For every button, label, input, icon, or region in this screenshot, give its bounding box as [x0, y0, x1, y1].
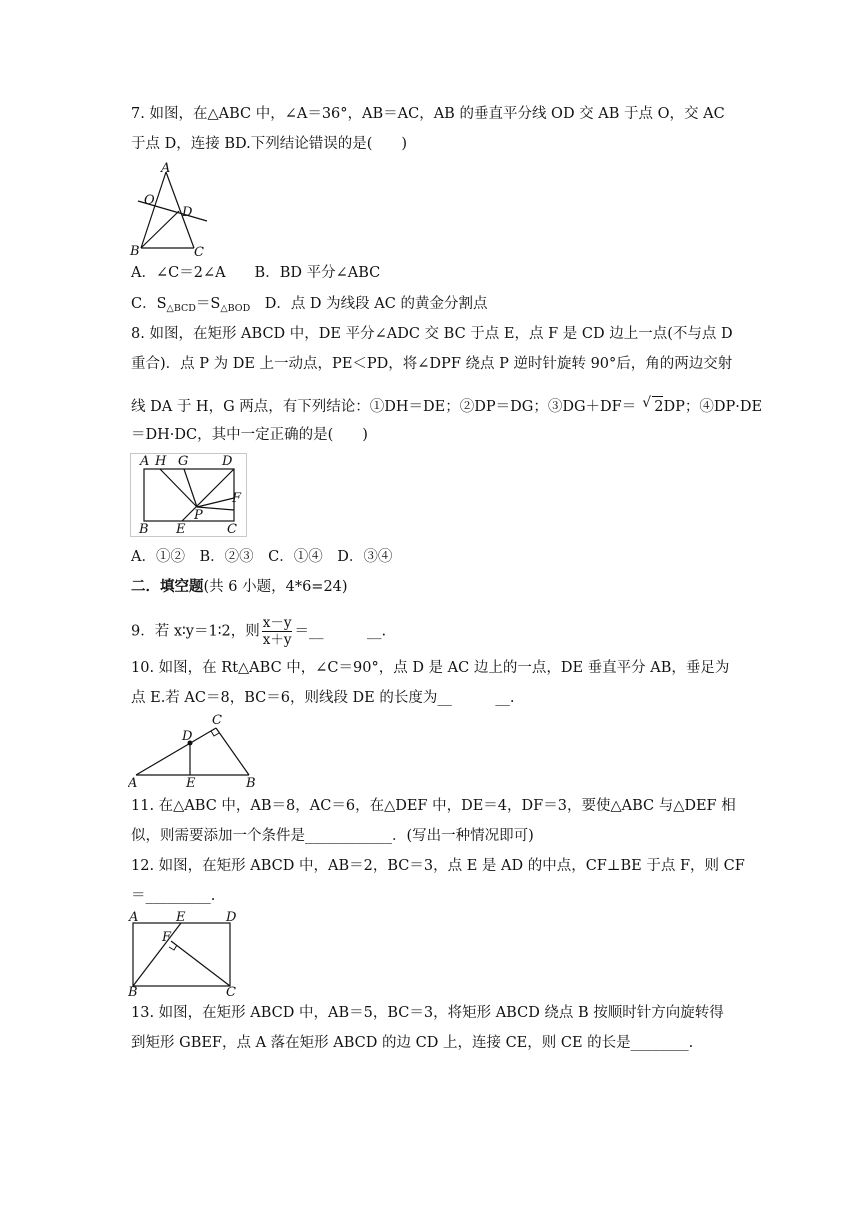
q7-optc-prefix: C．S [131, 296, 167, 312]
q7-label-d: D [182, 205, 193, 220]
q10-label-a: A [128, 776, 138, 790]
q7-label-a: A [161, 161, 171, 176]
q8-label-e: E [176, 522, 186, 537]
q7-optc-sub2: △BOD [220, 303, 251, 314]
q10-label-e: E [186, 776, 196, 790]
q7-line-1: 7. 如图，在△ABC 中，∠A＝36°，AB＝AC，AB 的垂直平分线 OD 交 AB 于点 O，交 AC [131, 106, 725, 122]
q8-options: A．①② B．②③ C．①④ D．③④ [131, 549, 393, 565]
q8-label-b: B [139, 522, 149, 537]
q8-label-f: F [232, 491, 242, 506]
q11-line-1: 11. 在△ABC 中，AB＝8，AC＝6，在△DEF 中，DE＝4，DF＝3，要使△ABC 与△DEF 相 [131, 798, 736, 814]
q13-line-1: 13. 如图，在矩形 ABCD 中，AB＝5，BC＝3，将矩形 ABCD 绕点 B 按顺时针方向旋转得 [131, 1005, 724, 1021]
q8-label-h: H [155, 454, 167, 469]
q8-label-g: G [178, 454, 189, 469]
q12-label-c: C [226, 985, 236, 996]
q12-line-1: 12. 如图，在矩形 ABCD 中，AB＝2，BC＝3，点 E 是 AD 的中点，CF⊥BE 于点 F，则 CF [131, 858, 745, 874]
q8-line-3-suffix: DP；④DP·DE [663, 399, 763, 415]
q12-rectangle-figure [128, 910, 243, 996]
q12-line-2: ＝_________. [131, 888, 216, 904]
q9-denominator: x＋y [262, 632, 292, 648]
q13-line-2: 到矩形 GBEF，点 A 落在矩形 ABCD 的边 CD 上，连接 CE，则 CE 的长是________. [131, 1035, 694, 1051]
q8-line-1: 8. 如图，在矩形 ABCD 中，DE 平分∠ADC 交 BC 于点 E，点 F 是 CD 边上一点(不与点 D [131, 326, 733, 342]
q7-line-2: 于点 D，连接 BD.下列结论错误的是( ) [131, 136, 408, 152]
q8-sqrt: √ 2 [652, 396, 663, 417]
q10-line-1: 10. 如图，在 Rt△ABC 中，∠C＝90°，点 D 是 AC 边上的一点，DE 垂直平分 AB，垂足为 [131, 660, 730, 676]
q10-label-b: B [246, 776, 256, 790]
q8-label-p: P [194, 508, 203, 523]
section-heading [131, 577, 348, 597]
section-title: 二．填空题 [131, 578, 204, 595]
q8-line-3-prefix: 线 DA 于 H，G 两点，有下列结论：①DH＝DE；②DP＝DG；③DG＋DF＝ [131, 399, 637, 415]
q8-line-4: ＝DH·DC，其中一定正确的是( ) [131, 427, 368, 443]
q7-options-cd [131, 294, 487, 319]
q7-label-b: B [130, 244, 140, 259]
q7-optd: D．点 D 为线段 AC 的黄金分割点 [250, 296, 488, 312]
q8-label-d: D [222, 454, 233, 469]
q10-label-c: C [212, 714, 222, 728]
q8-rectangle-figure [130, 453, 248, 538]
q7-options-ab: A．∠C＝2∠A B．BD 平分∠ABC [131, 265, 381, 281]
q12-label-f: F [162, 930, 172, 945]
q12-label-e: E [176, 910, 186, 925]
section-note: (共 6 小题，4*6=24) [203, 579, 348, 595]
q10-line-2: 点 E.若 AC＝8，BC＝6，则线段 DE 的长度为__ __. [131, 690, 515, 706]
q7-optc-sub1: △BCD [166, 303, 196, 314]
q9-line [131, 615, 386, 648]
q7-label-c: C [194, 245, 204, 260]
q9-suffix: ＝__ __. [294, 623, 387, 640]
q7-optc-mid: ＝S [195, 296, 221, 312]
q9-fraction [262, 615, 293, 648]
q9-numerator: x－y [262, 615, 292, 631]
q10-triangle-figure [128, 714, 263, 790]
q8-line-2: 重合)．点 P 为 DE 上一动点，PE＜PD，将∠DPF 绕点 P 逆时针旋转 90°后，角的两边交射 [131, 356, 733, 372]
q12-label-d: D [226, 910, 237, 925]
q9-prefix: 9．若 x∶y＝1∶2，则 [131, 623, 260, 640]
q11-line-2: 似，则需要添加一个条件是____________．(写出一种情况即可) [131, 828, 534, 844]
q7-triangle-figure [128, 160, 208, 260]
q10-label-d: D [182, 729, 193, 744]
q8-label-c: C [227, 522, 237, 537]
q8-label-a: A [140, 454, 150, 469]
q12-label-a: A [129, 910, 139, 925]
q8-line-3 [131, 396, 762, 417]
q12-label-b: B [128, 985, 138, 996]
q7-label-o: O [144, 193, 155, 208]
